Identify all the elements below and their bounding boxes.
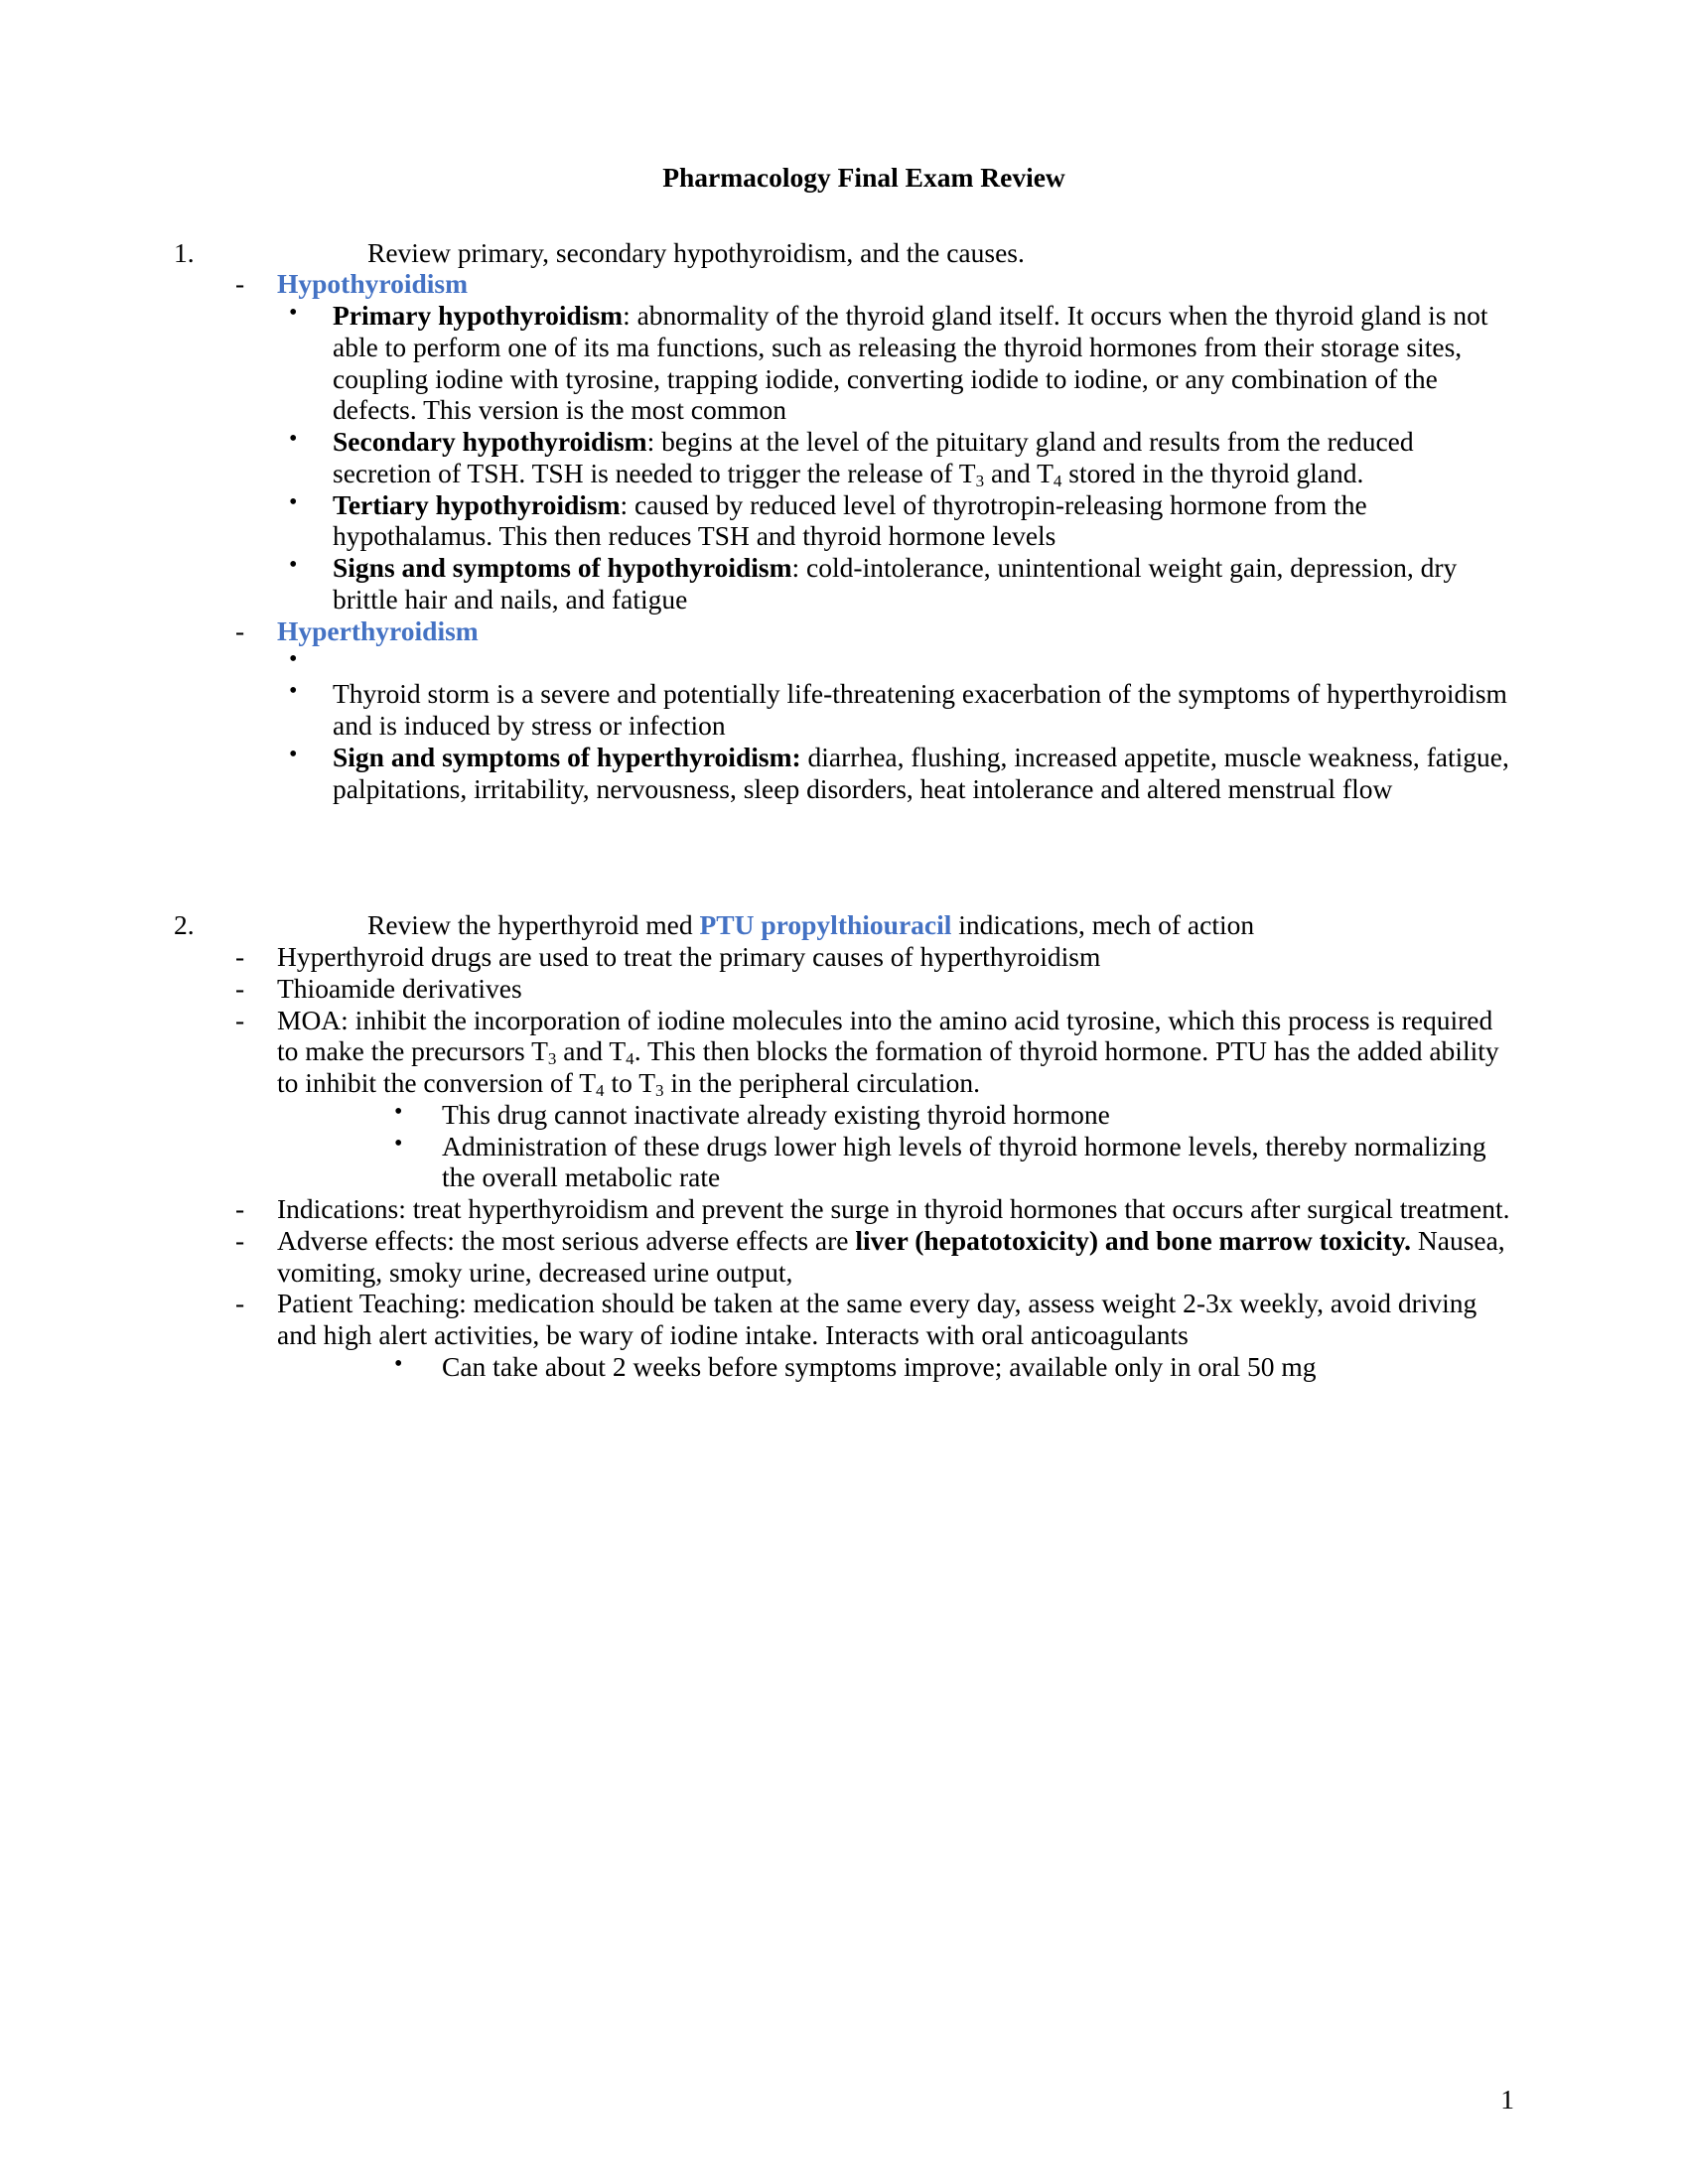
moa-text-c: to T (604, 1067, 656, 1098)
signs-symptoms-hypo-body: : cold-intolerance, unintentional weight gain, depression, dry brittle hair and nails, and fatigue (333, 552, 1458, 614)
ptu-drug-name: PTU propylthiouracil (699, 909, 952, 941)
section-1-number: 1. (174, 236, 195, 268)
section-1-heading-text: Review primary, secondary hypothyroidism, and the causes. (367, 236, 1025, 268)
section-2-heading-pre: Review the hyperthyroid med (367, 909, 700, 941)
patient-teaching-text: Patient Teaching: medication should be taken at the same every day, assess weight 2-3x weekly, avoid driving and high alert activities, be wary of iodine intake. Interacts with oral anticoagulants (277, 1288, 1477, 1350)
bullet-primary-hypothyroidism (174, 300, 1514, 426)
round-bullet-icon: • (289, 678, 298, 705)
dash-bullet-icon: - (235, 1224, 245, 1256)
signs-symptoms-hyper-body: diarrhea, flushing, increased appetite, muscle weakness, fatigue, palpitations, irritability, nervousness, sleep disorders, heat intolerance and altered menstrual flow (333, 741, 1509, 804)
round-bullet-icon: • (289, 552, 298, 578)
secondary-hypothyroidism-lead: Secondary hypothyroidism (333, 426, 647, 457)
hypothyroidism-label: Hypothyroidism (277, 268, 469, 300)
section-2-heading-post: indications, mech of action (951, 909, 1255, 941)
moa-text-pre: MOA: inhibit the incorporation of iodine molecules into the amino acid tyrosine, which this process is required to make the precursors T (277, 1004, 1493, 1067)
moa-text-d: in the peripheral circulation. (663, 1067, 980, 1098)
indications-text: Indications: treat hyperthyroidism and prevent the surge in thyroid hormones that occurs after surgical treatment. (277, 1193, 1510, 1224)
group-hypothyroidism-label (174, 268, 1514, 300)
t3-subscript: 3 (655, 1080, 664, 1100)
subbullet-patient-teaching-1-text: Can take about 2 weeks before symptoms improve; available only in oral 50 mg (442, 1350, 1317, 1382)
round-bullet-icon: • (394, 1098, 403, 1125)
bullet-thyroid-storm (174, 678, 1514, 742)
t4-subscript: 4 (1053, 471, 1062, 490)
dash-bullet-icon: - (235, 614, 245, 646)
dash-bullet-icon: - (235, 972, 245, 1004)
title-spacer (174, 192, 1514, 237)
dash-bullet-icon: - (235, 941, 245, 972)
hyperthyroid-drugs-use-text: Hyperthyroid drugs are used to treat the primary causes of hyperthyroidism (277, 941, 1101, 972)
secondary-hypothyroidism-body-mid: and T (984, 457, 1054, 488)
hyperthyroidism-label: Hyperthyroidism (277, 614, 479, 646)
item-thioamide-derivatives (174, 973, 1514, 1005)
subbullet-moa-1-text: This drug cannot inactivate already existing thyroid hormone (442, 1098, 1110, 1130)
section-2-heading (174, 909, 1514, 941)
round-bullet-icon: • (289, 741, 298, 767)
subbullet-moa-1 (174, 1099, 1514, 1131)
bullet-tertiary-hypothyroidism (174, 489, 1514, 553)
item-patient-teaching (174, 1288, 1514, 1351)
thyroid-storm-body: Thyroid storm is a severe and potentially life-threatening exacerbation of the symptoms of hyperthyroidism and is induced by stress or infection (333, 678, 1507, 741)
bullet-signs-symptoms-hypothyroidism (174, 552, 1514, 615)
secondary-hypothyroidism-body-post: stored in the thyroid gland. (1061, 457, 1364, 488)
round-bullet-icon: • (289, 488, 298, 515)
signs-symptoms-hyper-lead: Sign and symptoms of hyperthyroidism: (333, 741, 801, 772)
dash-bullet-icon: - (235, 268, 245, 300)
tertiary-hypothyroidism-body: : caused by reduced level of thyrotropin-releasing hormone from the hypothalamus. This then reduces TSH and thyroid hormone levels (333, 488, 1367, 552)
dash-bullet-icon: - (235, 1193, 245, 1224)
adverse-effects-bold: liver (hepatotoxicity) and bone marrow toxicity. (855, 1224, 1411, 1256)
subbullet-patient-teaching-1 (174, 1351, 1514, 1383)
primary-hypothyroidism-lead: Primary hypothyroidism (333, 300, 624, 331)
adverse-effects-text-pre: Adverse effects: the most serious adverse effects are (277, 1224, 856, 1256)
item-moa (174, 1005, 1514, 1099)
section-gap (174, 804, 1514, 909)
dash-bullet-icon: - (235, 1004, 245, 1035)
round-bullet-icon: • (394, 1350, 403, 1377)
t3-subscript: 3 (975, 471, 985, 490)
t4-subscript: 4 (596, 1080, 605, 1100)
item-hyperthyroid-drugs-use (174, 941, 1514, 973)
item-adverse-effects (174, 1225, 1514, 1289)
bullet-empty (174, 646, 1514, 678)
subbullet-moa-2 (174, 1131, 1514, 1194)
section-1-heading (174, 237, 1514, 269)
page-number: 1 (1500, 2083, 1514, 2115)
tertiary-hypothyroidism-lead: Tertiary hypothyroidism (333, 488, 621, 520)
page-title: Pharmacology Final Exam Review (662, 162, 1065, 193)
t4-subscript: 4 (626, 1049, 634, 1068)
signs-symptoms-hypo-lead: Signs and symptoms of hypothyroidism (333, 552, 792, 583)
item-indications (174, 1193, 1514, 1225)
adverse-effects-text-post: Nausea, vomiting, smoky urine, decreased urine output, (277, 1224, 1505, 1288)
round-bullet-icon: • (394, 1130, 403, 1157)
thioamide-derivatives-text: Thioamide derivatives (277, 972, 522, 1004)
round-bullet-icon: • (289, 300, 298, 326)
round-bullet-icon: • (289, 646, 298, 673)
round-bullet-icon: • (289, 426, 298, 452)
bullet-secondary-hypothyroidism (174, 426, 1514, 489)
moa-text-a: and T (556, 1035, 627, 1067)
secondary-hypothyroidism-body-pre: : begins at the level of the pituitary gland and results from the reduced secretion of TSH. TSH is needed to trigger the release of T (333, 426, 1414, 488)
subbullet-moa-2-text: Administration of these drugs lower high levels of thyroid hormone levels, thereby normalizing the overall metabolic rate (442, 1130, 1486, 1193)
moa-text-b: . This then blocks the formation of thyroid hormone. PTU has the added ability to inhibit the conversion of T (277, 1035, 1499, 1098)
group-hyperthyroidism-label (174, 615, 1514, 647)
primary-hypothyroidism-body: : abnormality of the thyroid gland itself. It occurs when the thyroid gland is not able to perform one of its ma functions, such as releasing the thyroid hormones from their storage sites, coupling iodine with tyrosine, trapping iodide, converting iodide to iodine, or any combination of the defects. This version is the most common (333, 300, 1488, 426)
dash-bullet-icon: - (235, 1288, 245, 1319)
bullet-signs-symptoms-hyperthyroidism (174, 742, 1514, 805)
section-2-number: 2. (174, 909, 195, 941)
t3-subscript: 3 (547, 1049, 557, 1068)
